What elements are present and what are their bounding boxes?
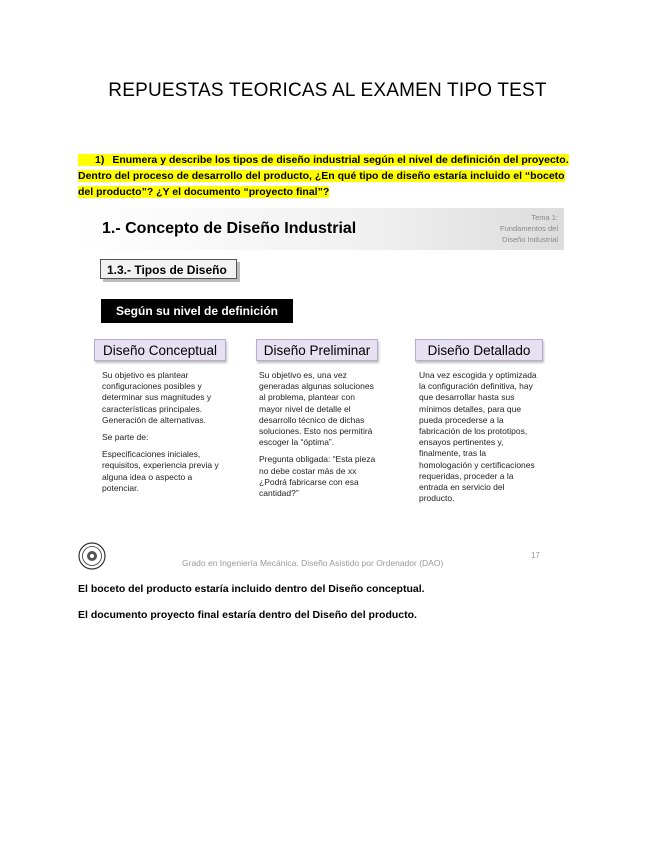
slide-topic	[500, 212, 558, 245]
heading-detallado: Diseño Detallado	[415, 339, 543, 361]
column-detallado	[419, 370, 537, 510]
slide-topic-line: Diseño Industrial	[502, 235, 558, 244]
slide-footer: Grado en Ingeniería Mecánica. Diseño Asistido por Ordenador (DAO)	[182, 558, 444, 568]
slide-topic-line: Fundamentos del	[500, 224, 558, 233]
answer-line: El documento proyecto final estaría dentro del Diseño del producto.	[78, 609, 417, 621]
embedded-slide	[78, 208, 564, 578]
question-number: 1)	[95, 154, 105, 166]
column-conceptual	[102, 370, 230, 500]
slide-topic-line: Tema 1:	[531, 213, 558, 222]
heading-conceptual: Diseño Conceptual	[94, 339, 226, 361]
slide-header	[78, 208, 564, 250]
column-paragraph: Su objetivo es plantear configuraciones posibles y determinar sus magnitudes y características principales. Generación de alternativas.	[102, 370, 212, 425]
column-paragraph: Especificaciones iniciales, requisitos, experiencia previa y alguna idea o aspecto a potenciar.	[102, 449, 219, 493]
university-seal-icon	[78, 542, 106, 570]
column-paragraph: Una vez escogida y optimizada la configuración definitiva, hay que desarrollar hasta sus mínimos detalles, para que pueda procederse a la fabricación de los prototipos, ensayos pertinentes y, finalmente, tras la homologación y certificaciones requeridas, proceder a la entrada en servicio del producto.	[419, 370, 537, 504]
slide-page-number: 17	[531, 551, 540, 560]
question-text: Enumera y describe los tipos de diseño industrial según el nivel de definición del proyecto. Dentro del proceso de desarrollo del producto, ¿En qué tipo de diseño estaría incluido el “boceto del producto”? ¿Y el documento “proyecto final”?	[78, 154, 569, 198]
section-label: Según su nivel de definición	[101, 299, 293, 323]
question-1	[78, 152, 578, 200]
document-title: REPUESTAS TEORICAS AL EXAMEN TIPO TEST	[108, 80, 547, 101]
answer-line: El boceto del producto estaría incluido dentro del Diseño conceptual.	[78, 583, 425, 595]
column-paragraph: Su objetivo es, una vez generadas algunas soluciones al problema, plantear con mayor nivel de detalle el desarrollo técnico de dichas soluciones. Esto nos permitirá escoger la “óptima”.	[259, 370, 374, 448]
column-paragraph: Se parte de:	[102, 432, 149, 443]
slide-title: 1.- Concepto de Diseño Industrial	[102, 220, 357, 237]
slide-subtitle: 1.3.- Tipos de Diseño	[100, 259, 237, 279]
column-paragraph: Pregunta obligada: “Esta pieza no debe costar más de xx ¿Podrá fabricarse con esa cantidad?”	[259, 454, 376, 499]
heading-preliminar: Diseño Preliminar	[256, 339, 378, 361]
column-preliminar	[259, 370, 377, 505]
